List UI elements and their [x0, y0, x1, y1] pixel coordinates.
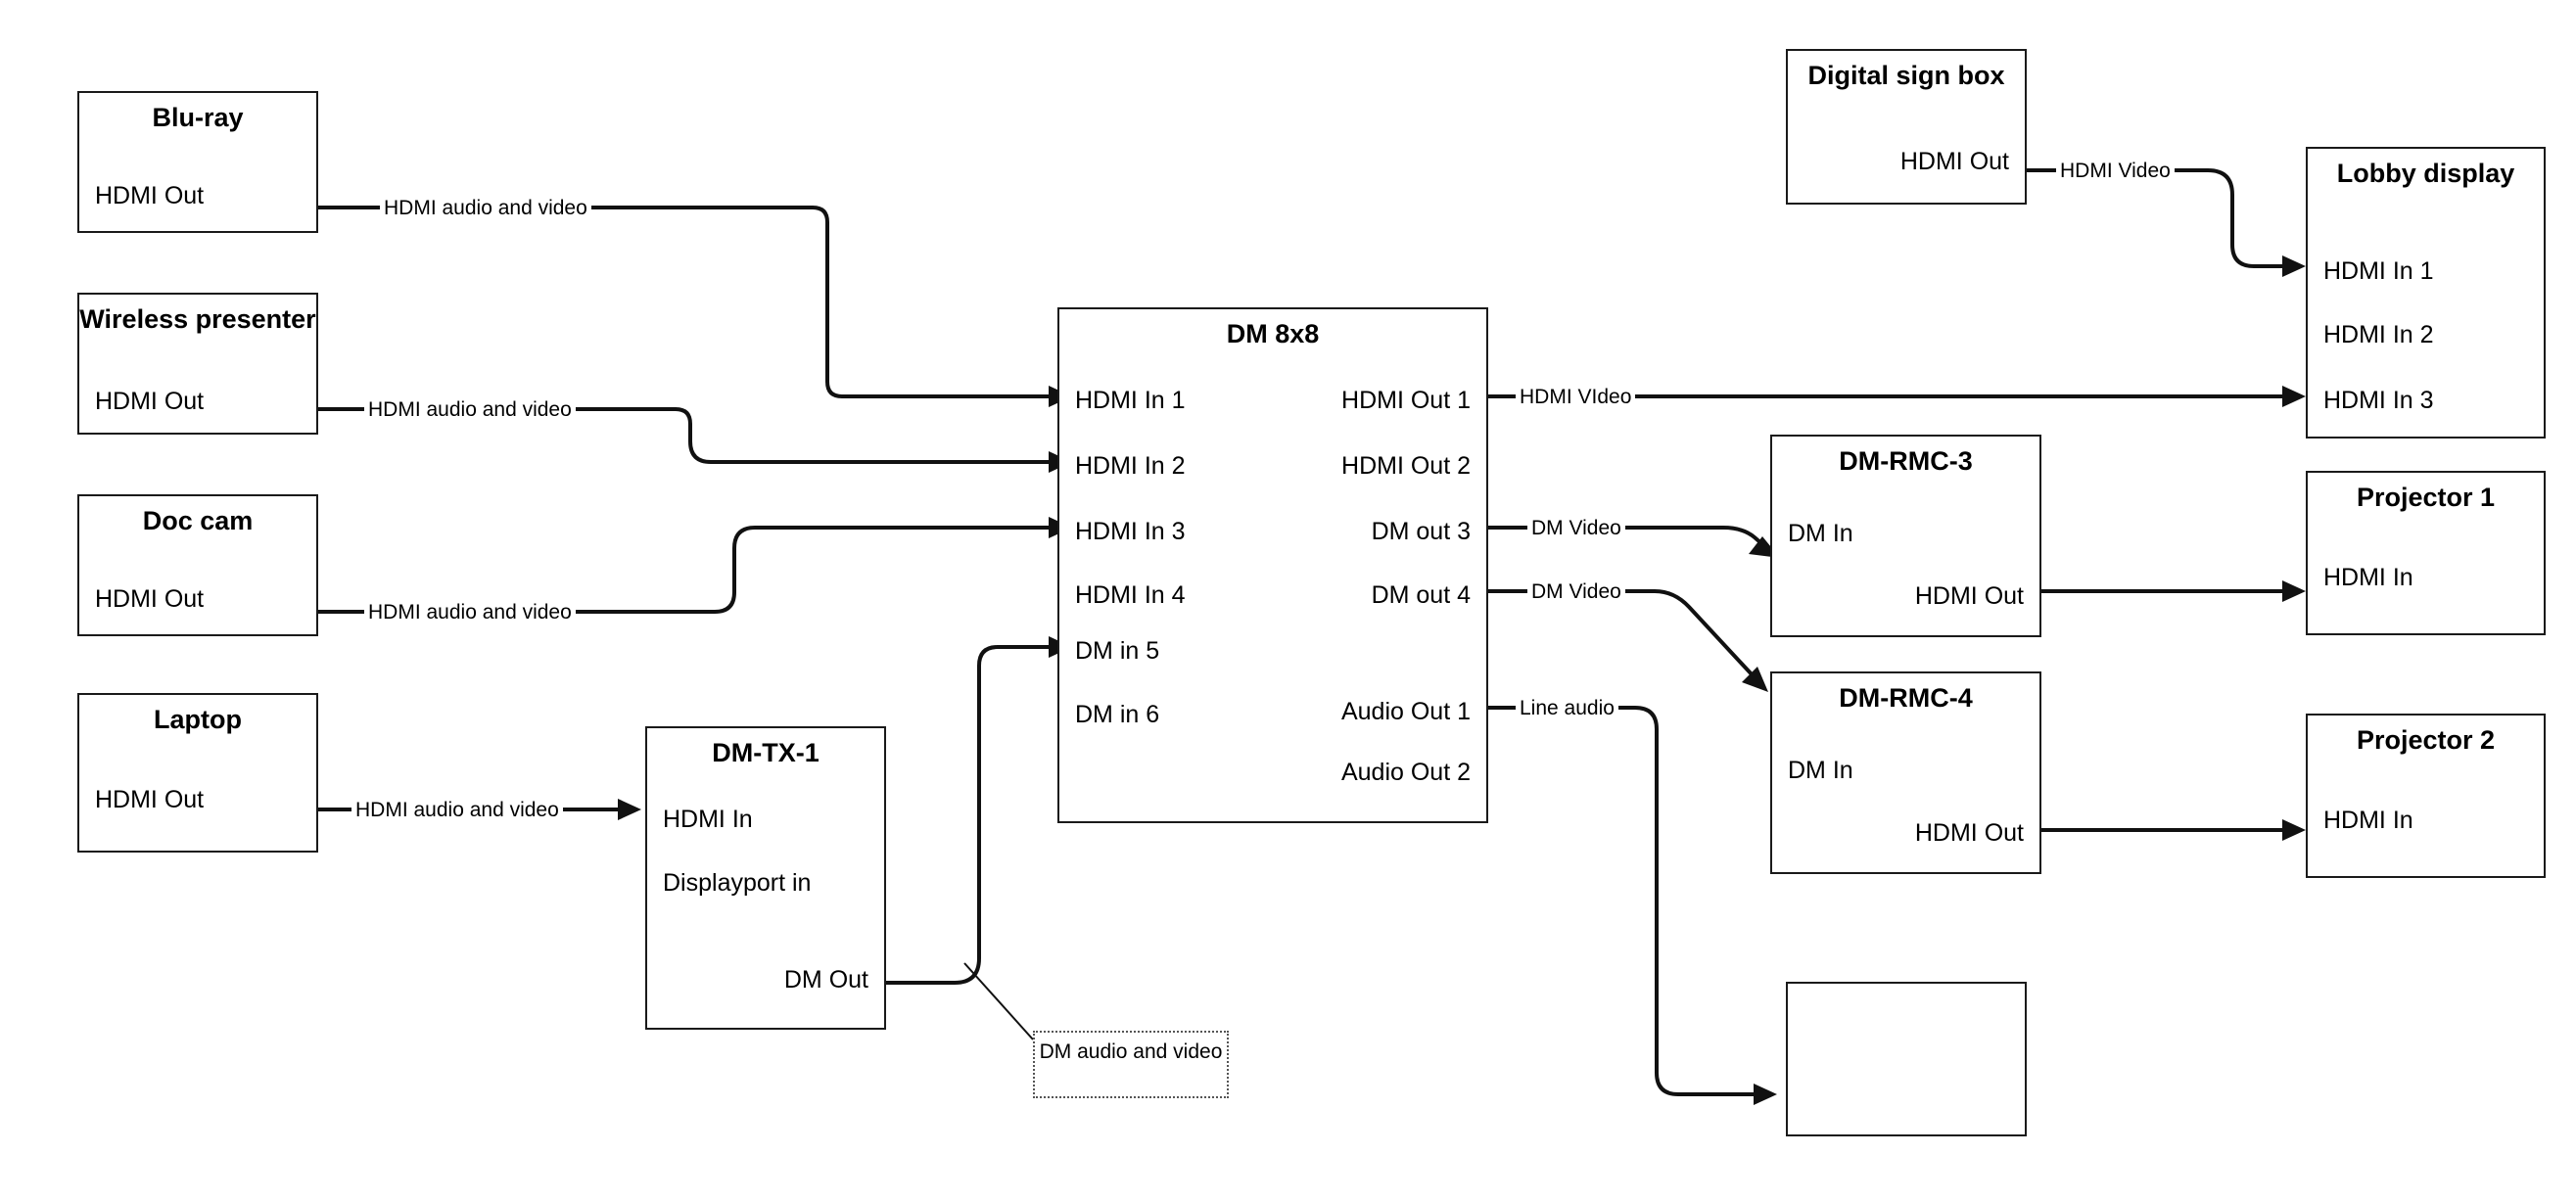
node-title: Laptop: [154, 705, 242, 734]
port-hdmi-in-1[interactable]: HDMI In 1: [1075, 387, 1186, 414]
edge-label-doccam-dm: HDMI audio and video: [364, 600, 576, 624]
edge-label-sign-lobby: HDMI Video: [2056, 159, 2175, 183]
port-dm-in-5[interactable]: DM in 5: [1075, 637, 1160, 665]
node-digital-sign-box[interactable]: [1786, 49, 2027, 205]
port-dm-out-3[interactable]: DM out 3: [1371, 518, 1471, 545]
node-title: Blu-ray: [152, 103, 244, 132]
port-dm-in[interactable]: DM In: [1788, 520, 1853, 547]
port-hdmi-in[interactable]: HDMI In: [2323, 564, 2413, 591]
node-title: Lobby display: [2336, 159, 2515, 188]
port-hdmi-in-3[interactable]: HDMI In 3: [2323, 387, 2434, 414]
node-dm-tx-1[interactable]: [645, 726, 886, 1030]
port-hdmi-out[interactable]: HDMI Out: [1899, 148, 2009, 175]
edge-label-laptop-tx: HDMI audio and video: [351, 798, 563, 822]
edge-label-dm-amp: Line audio: [1516, 696, 1618, 720]
port-hdmi-in-3[interactable]: HDMI In 3: [1075, 518, 1186, 545]
port-hdmi-out[interactable]: HDMI Out: [95, 786, 205, 813]
node-dm-8x8[interactable]: [1057, 307, 1488, 823]
node-title: Digital sign box: [1807, 61, 2005, 90]
node-title: DM 8x8: [1226, 319, 1320, 348]
node-title: Wireless presenter: [79, 304, 316, 334]
port-dm-out[interactable]: DM Out: [783, 966, 868, 993]
port-hdmi-out-1[interactable]: HDMI Out 1: [1341, 387, 1471, 414]
node-title: Projector 2: [2356, 725, 2496, 755]
node-title: Projector 1: [2356, 483, 2496, 512]
node-projector-1[interactable]: [2306, 471, 2546, 635]
port-hdmi-in[interactable]: HDMI In: [2323, 807, 2413, 834]
node-lobby-display[interactable]: [2306, 147, 2546, 439]
port-hdmi-out[interactable]: HDMI Out: [1914, 819, 2024, 847]
node-laptop[interactable]: [77, 693, 318, 853]
node-amplifier[interactable]: [1786, 982, 2027, 1136]
edge-label-dm-rmc4: DM Video: [1527, 579, 1625, 604]
port-hdmi-out-2[interactable]: HDMI Out 2: [1341, 452, 1471, 480]
port-hdmi-in-2[interactable]: HDMI In 2: [2323, 321, 2434, 348]
edge-label-bluray-dm: HDMI audio and video: [380, 196, 591, 220]
port-hdmi-out[interactable]: HDMI Out: [95, 388, 205, 415]
port-displayport-in[interactable]: Displayport in: [663, 869, 812, 897]
node-title: DM-RMC-3: [1839, 446, 1973, 476]
node-projector-2[interactable]: [2306, 714, 2546, 878]
node-dm-rmc-3[interactable]: [1770, 435, 2041, 637]
port-audio-out-1[interactable]: Audio Out 1: [1340, 698, 1471, 725]
port-audio-out-2[interactable]: Audio Out 2: [1340, 759, 1471, 786]
port-hdmi-in[interactable]: HDMI In: [663, 806, 753, 833]
port-dm-in[interactable]: DM In: [1788, 757, 1853, 784]
edge-label-dm-rmc3: DM Video: [1527, 516, 1625, 540]
edge-label-dm-lobby: HDMI VIdeo: [1516, 385, 1635, 409]
node-title: [1788, 984, 2025, 993]
note-dm-audio-video: DM audio and video: [1033, 1031, 1229, 1098]
node-title: DM-TX-1: [712, 738, 820, 767]
node-title: DM-RMC-4: [1839, 683, 1973, 713]
edge-label-wireless-dm: HDMI audio and video: [364, 397, 576, 422]
node-title: Doc cam: [142, 506, 254, 535]
port-hdmi-in-1[interactable]: HDMI In 1: [2323, 257, 2434, 285]
node-bluray[interactable]: [77, 91, 318, 233]
port-hdmi-out[interactable]: HDMI Out: [1914, 582, 2024, 610]
port-dm-out-4[interactable]: DM out 4: [1371, 581, 1471, 609]
node-doc-cam[interactable]: [77, 494, 318, 636]
node-dm-rmc-4[interactable]: [1770, 671, 2041, 874]
port-hdmi-out[interactable]: HDMI Out: [95, 182, 205, 209]
node-wireless-presenter[interactable]: [77, 293, 318, 435]
port-hdmi-in-2[interactable]: HDMI In 2: [1075, 452, 1186, 480]
port-dm-in-6[interactable]: DM in 6: [1075, 701, 1160, 728]
port-hdmi-in-4[interactable]: HDMI In 4: [1075, 581, 1186, 609]
port-hdmi-out[interactable]: HDMI Out: [95, 585, 205, 613]
